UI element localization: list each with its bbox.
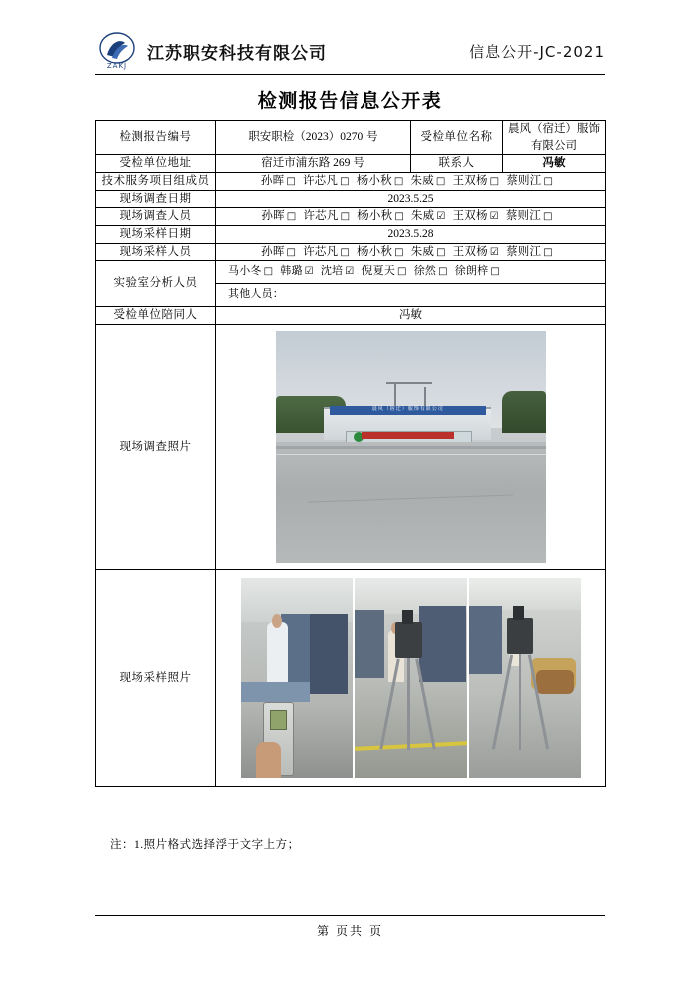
page-footer: 第 页共 页 [316, 924, 383, 938]
staff-name: 王双杨 [452, 210, 488, 223]
company-logo-icon [95, 31, 139, 71]
other-staff-label: 其他人员： [228, 288, 284, 301]
survey-photo-image [276, 331, 546, 563]
staff-entry [414, 265, 448, 277]
staff-name: 孙晖 [261, 245, 285, 258]
staff-entry [506, 175, 553, 187]
table-row [96, 190, 606, 208]
staff-name: 孙晖 [260, 175, 285, 188]
staff-name: 王双杨 [452, 175, 488, 188]
staff-entry [411, 175, 446, 187]
staff-entry [357, 210, 404, 222]
staff-entry [506, 246, 553, 258]
client-label: 受检单位名称 [411, 121, 503, 155]
sampling-photo-cell [216, 569, 606, 786]
checkbox-unchecked-icon: □ [263, 266, 274, 278]
checkbox-unchecked-icon: □ [340, 246, 350, 258]
document-header [95, 28, 605, 74]
staff-entry [321, 265, 355, 277]
sampling-date-label: 现场采样日期 [96, 226, 216, 244]
contact-value: 冯敏 [503, 155, 606, 173]
checkbox-unchecked-icon: □ [394, 211, 404, 223]
staff-name: 朱威 [410, 210, 435, 223]
survey-date-label: 现场调查日期 [96, 190, 216, 208]
staff-entry [411, 210, 446, 222]
checkbox-unchecked-icon: □ [435, 176, 446, 188]
checkbox-unchecked-icon: □ [543, 246, 553, 258]
table-row [96, 324, 606, 569]
table-row [96, 155, 606, 173]
staff-name: 杨小秋 [356, 245, 393, 258]
sampling-photo-image [241, 578, 581, 778]
checkbox-unchecked-icon: □ [542, 211, 553, 223]
table-row [96, 243, 606, 261]
table-row [96, 569, 606, 786]
accompany-label: 受检单位陪同人 [96, 307, 216, 325]
document-code: 信息公开-JC-2021 [469, 42, 605, 61]
staff-name: 徐朗梓 [454, 265, 489, 278]
sampling-photo-pane-2 [355, 578, 467, 778]
accompany-value: 冯敏 [216, 307, 606, 325]
survey-photo-label: 现场调查照片 [96, 324, 216, 569]
staff-entry [455, 265, 500, 277]
checkbox-unchecked-icon: □ [340, 176, 350, 188]
staff-entry [453, 210, 499, 222]
staff-name: 徐然 [413, 265, 437, 278]
staff-entry [261, 175, 296, 187]
staff-name: 沈培 [320, 265, 344, 278]
staff-name: 倪夏天 [361, 265, 396, 278]
survey-staff-members [216, 208, 606, 226]
company-name: 江苏职安科技有限公司 [147, 43, 327, 64]
header-left [95, 31, 327, 71]
checkbox-unchecked-icon: □ [438, 266, 448, 278]
checkbox-unchecked-icon: □ [286, 211, 297, 223]
survey-date-value: 2023.5.25 [216, 190, 606, 208]
table-note: 注：1.照片格式选择浮于文字上方； [110, 839, 300, 851]
staff-entry [228, 265, 273, 277]
staff-entry [453, 246, 499, 258]
staff-entry [261, 246, 296, 258]
staff-entry [361, 265, 406, 277]
table-row [96, 208, 606, 226]
staff-name: 蔡则江 [505, 210, 541, 223]
staff-name: 杨小秋 [356, 175, 392, 188]
header-divider [95, 74, 605, 75]
staff-name: 杨小秋 [357, 210, 393, 223]
sampling-photo-label: 现场采样照片 [96, 569, 216, 786]
staff-entry [261, 210, 296, 222]
staff-entry [303, 175, 350, 187]
info-table-wrapper [95, 120, 605, 787]
staff-name: 许芯凡 [302, 175, 339, 188]
lab-staff-label: 实验室分析人员 [96, 261, 216, 307]
lab-staff-cell [216, 261, 606, 307]
staff-name: 王双杨 [452, 245, 488, 258]
info-table [95, 120, 606, 787]
staff-name: 马小冬 [228, 265, 262, 278]
checkbox-unchecked-icon: □ [394, 246, 404, 258]
survey-photo-cell [216, 324, 606, 569]
staff-entry [280, 265, 314, 277]
report-no-label: 检测报告编号 [96, 121, 216, 155]
staff-entry [453, 175, 500, 187]
svg-text:ZAKJ: ZAKJ [106, 62, 128, 70]
sampling-staff-label: 现场采样人员 [96, 243, 216, 261]
photo1-sign-text: 晨风（宿迁）服饰有限公司 [371, 405, 444, 412]
contact-label: 联系人 [411, 155, 503, 173]
staff-entry [357, 175, 404, 187]
staff-name: 许芯凡 [303, 210, 339, 223]
survey-staff-label: 现场调查人员 [96, 208, 216, 226]
table-row [96, 121, 606, 155]
table-row [96, 173, 606, 191]
footer-divider [95, 915, 605, 916]
checkbox-checked-icon: ☑ [304, 266, 314, 278]
staff-name: 韩璐 [280, 265, 303, 278]
checkbox-unchecked-icon: □ [490, 266, 501, 278]
checkbox-unchecked-icon: □ [397, 266, 407, 278]
checkbox-unchecked-icon: □ [393, 176, 404, 188]
sampling-date-value: 2023.5.28 [216, 226, 606, 244]
sampling-photo-pane-3 [469, 578, 581, 778]
checkbox-unchecked-icon: □ [489, 176, 500, 188]
table-row [96, 261, 606, 307]
tech-team-label: 技术服务项目组成员 [96, 173, 216, 191]
staff-name: 朱威 [410, 175, 434, 188]
address-value: 宿迁市浦东路 269 号 [216, 155, 411, 173]
checkbox-checked-icon: ☑ [489, 211, 499, 223]
staff-name: 许芯凡 [303, 245, 339, 258]
table-row [96, 226, 606, 244]
checkbox-unchecked-icon: □ [436, 246, 446, 258]
staff-entry [303, 210, 350, 222]
client-value: 晨风（宿迁）服饰有限公司 [503, 121, 606, 155]
checkbox-checked-icon: ☑ [489, 246, 500, 258]
staff-entry [411, 246, 446, 258]
report-no-value: 职安职检（2023）0270 号 [216, 121, 411, 155]
tech-team-members [216, 173, 606, 191]
checkbox-checked-icon: ☑ [345, 266, 355, 278]
checkbox-checked-icon: ☑ [436, 211, 446, 223]
address-label: 受检单位地址 [96, 155, 216, 173]
lab-staff-members [216, 261, 605, 284]
sampling-photo-pane-1 [241, 578, 353, 778]
staff-name: 蔡则江 [506, 175, 542, 188]
checkbox-unchecked-icon: □ [340, 211, 351, 223]
checkbox-unchecked-icon: □ [286, 176, 296, 188]
sampling-staff-members [216, 243, 606, 261]
staff-entry [303, 246, 350, 258]
staff-entry [506, 210, 553, 222]
staff-name: 朱威 [410, 245, 435, 258]
table-row [96, 307, 606, 325]
staff-name: 孙晖 [261, 210, 285, 223]
checkbox-unchecked-icon: □ [286, 246, 297, 258]
staff-name: 蔡则江 [506, 245, 542, 258]
page-title: 检测报告信息公开表 [257, 90, 443, 112]
checkbox-unchecked-icon: □ [543, 176, 554, 188]
staff-entry [357, 246, 404, 258]
